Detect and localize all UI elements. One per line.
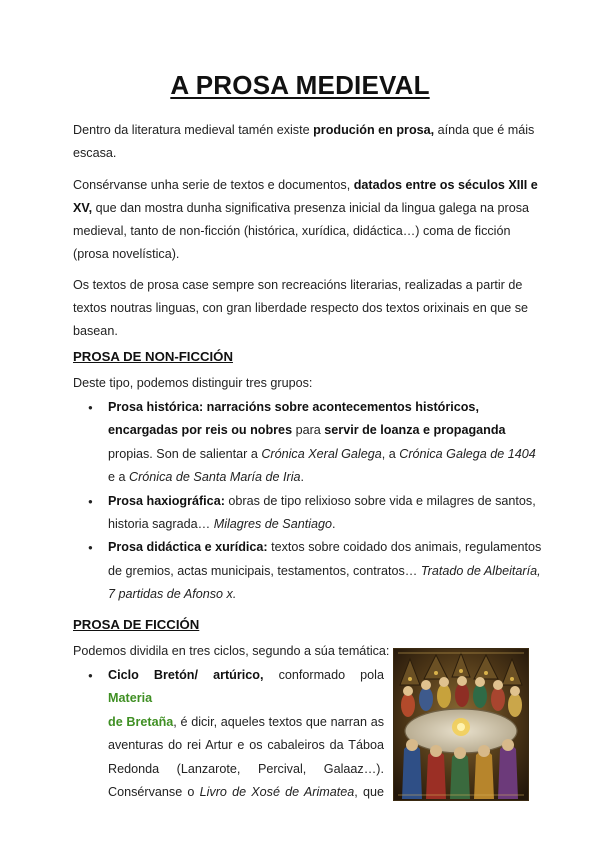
list-line [108,781,384,804]
list-line [108,443,536,466]
text-run: historia sagrada… [108,517,214,532]
section-heading-fiction: PROSA DE FICCIÓN [73,617,200,632]
list-line [108,560,541,583]
list-item-prosa-haxiografica [88,490,536,537]
text-run: propias. Son de salientar a [108,446,262,461]
link-bretana[interactable]: de Bretaña [108,714,174,729]
text-run: . [332,517,336,532]
italic-title: 7 partidas de Afonso x. [108,587,237,602]
text-run: textos sobre coidado dos animais, regulamentos [267,540,542,555]
text-run: e a [108,470,130,485]
text-run: de gremios, actas municipais, testamentos, contratos… [108,563,421,578]
round-table-illustration [393,648,529,801]
nonfiction-list [88,396,542,607]
nonfiction-intro: Deste tipo, podemos distinguir tres grupos: [73,376,313,390]
list-item-prosa-didactica [88,536,542,606]
list-line [108,711,384,734]
text-run: , que [354,785,384,800]
italic-title: Crónica Galega de 1404 [399,446,536,461]
paragraph-line: escasa. [73,146,117,160]
paragraph-line [73,119,533,142]
paragraph-line: medieval, tanto de non-ficción (histórica, xurídica, didáctica…) coma de ficción [73,224,511,238]
paragraph-line [73,174,538,197]
paragraph-line [73,197,533,220]
list-line [108,536,542,559]
fiction-intro: Podemos dividila en tres ciclos, segundo a súa temática: [73,644,390,658]
bold-text: servir de loanza e propaganda [324,423,506,438]
list-line [108,466,528,489]
text-run: conformado pola [263,668,384,682]
bold-text: datados entre os séculos XIII e [353,178,538,192]
text-run: que dan mostra dunha significativa presenza inicial da lingua galega na prosa [92,201,530,215]
text-run: Consérvanse o [108,785,200,800]
list-item-ciclo-breton [88,664,384,804]
intro-paragraph-3 [73,274,533,343]
italic-title: Tratado de Albeitaría, [420,563,541,578]
list-line [108,664,384,711]
text-run: aínda que é máis [434,123,535,137]
bold-text: Prosa histórica: narracións sobre acontecementos históricos, [108,400,479,414]
bold-text: produción en prosa, [313,123,435,137]
intro-paragraph-2 [73,174,538,266]
text-run: obras de tipo relixioso sobre vida e milagres de santos, [224,493,536,508]
intro-paragraph-1 [73,119,533,165]
list-line [108,419,528,442]
bold-text: XV, [73,201,93,215]
round-table-painting-image [394,649,528,800]
list-line [108,583,528,606]
italic-title: Milagres de Santiago [213,517,333,532]
text-run: para [292,423,325,438]
list-line: aventuras do rei Artur e os cabaleiros da Táboa [108,738,384,753]
bold-text: encargadas por reis ou nobres [108,423,293,438]
bold-text: Prosa didáctica e xurídica: [108,540,268,555]
list-line [108,513,528,536]
page-title: A PROSA MEDIEVAL [170,70,430,100]
paragraph-line: Os textos de prosa case sempre son recreacións literarias, realizadas a partir de [73,278,523,292]
link-materia[interactable]: Materia [108,691,153,706]
paragraph-line: basean. [73,324,118,338]
italic-title: Crónica Xeral Galega [261,446,382,461]
text-run: Consérvanse unha serie de textos e documentos, [73,178,354,192]
list-item-prosa-historica [88,396,536,490]
fiction-list [88,664,384,804]
paragraph-line: textos noutras linguas, con gran liberdade respecto dos textos orixinais en que se [73,301,529,315]
text-run: , é dicir, aqueles textos que narran as [173,714,384,729]
list-line: Redonda (Lanzarote, Percival, Galaaz…). [108,761,384,776]
list-line [108,490,536,513]
italic-title: Livro de Xosé de Arimatea [199,785,355,800]
bold-text: Prosa haxiográfica: [108,493,225,508]
section-heading-nonfiction: PROSA DE NON-FICCIÓN [73,349,233,364]
paragraph-line: (prosa novelística). [73,247,180,261]
italic-title: Crónica de Santa María de Iria [129,470,301,485]
list-line [108,396,528,419]
text-run: Dentro da literatura medieval tamén existe [73,123,314,137]
text-run: , a [381,446,400,461]
bold-text: Ciclo Bretón/ artúrico, [108,668,264,682]
text-run: . [300,470,305,485]
